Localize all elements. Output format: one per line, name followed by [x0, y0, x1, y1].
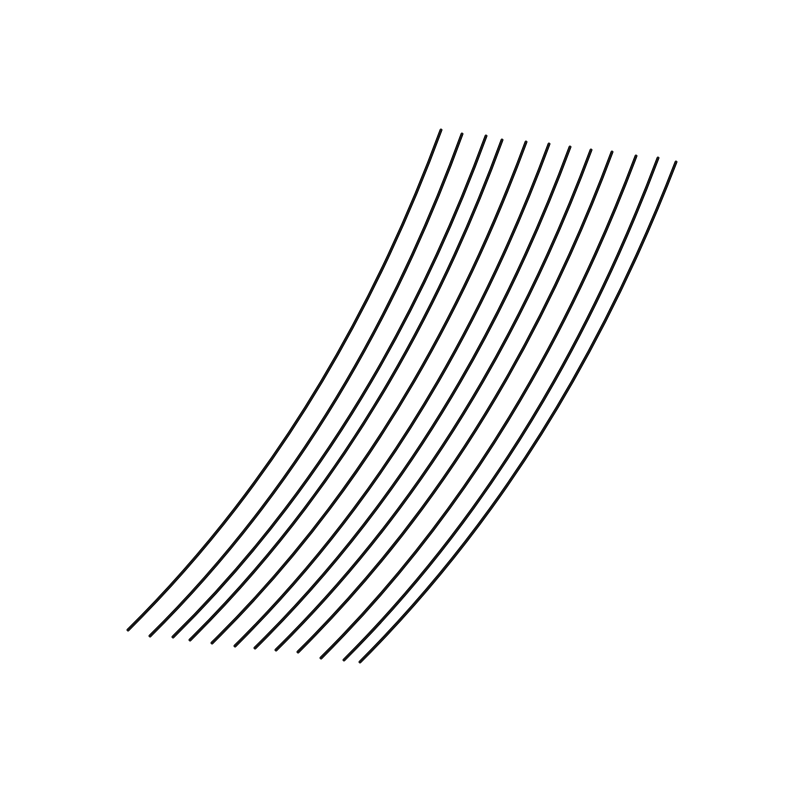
curved-stroke-11	[344, 158, 658, 660]
curved-stroke-12	[360, 162, 676, 662]
curved-stroke-6	[235, 144, 549, 646]
curved-stroke-1	[128, 130, 441, 630]
curved-stroke-bundle	[128, 130, 676, 662]
curved-stroke-10	[321, 156, 636, 658]
curved-stroke-5	[212, 142, 526, 643]
curved-stroke-2	[150, 134, 462, 636]
